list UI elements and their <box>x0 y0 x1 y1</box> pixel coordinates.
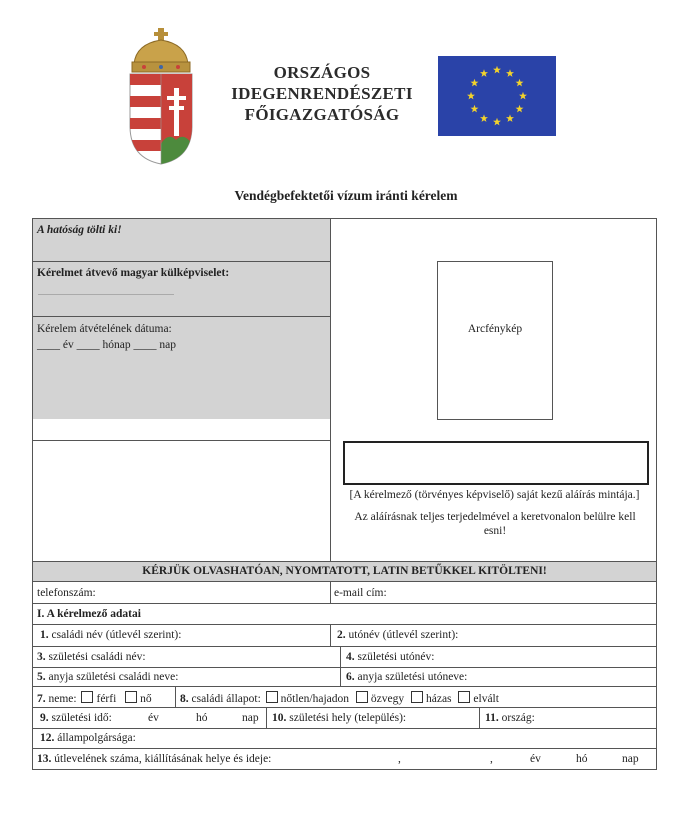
birth-month-label: hó <box>196 712 208 724</box>
field-label: családi állapot: <box>191 693 261 705</box>
field-label: anyja születési utóneve: <box>357 671 468 683</box>
field-label: születési hely (település): <box>289 712 407 724</box>
field-label: állampolgársága: <box>57 732 136 744</box>
field-label: neme: <box>48 693 77 705</box>
single-checkbox[interactable] <box>266 691 278 703</box>
birth-place-field[interactable] <box>272 712 406 724</box>
citizenship-field[interactable] <box>40 732 136 744</box>
authority-section <box>33 219 330 419</box>
section-title: I. A kérelmező adatai <box>37 608 141 620</box>
field-number: 6. <box>346 671 355 683</box>
family-name-field[interactable] <box>40 629 181 641</box>
field-label: útlevelének száma, kiállításának helye és ideje: <box>54 753 272 765</box>
issue-month-label: hó <box>576 753 588 765</box>
field-number: 12. <box>40 732 55 744</box>
birth-date-field[interactable] <box>40 712 112 724</box>
office-line-1: ORSZÁGOS <box>273 63 371 82</box>
birth-year-label: év <box>148 712 159 724</box>
field-number: 8. <box>180 693 189 705</box>
field-number: 5. <box>37 671 46 683</box>
instruction-text: KÉRJÜK OLVASHATÓAN, NYOMTATOTT, LATIN BETŰKKEL KITÖLTENI! <box>142 565 547 577</box>
photo-label: Arcfénykép <box>467 323 523 335</box>
separator-comma: , <box>490 753 493 765</box>
married-label: házas <box>425 693 452 705</box>
divorced-checkbox[interactable] <box>458 691 470 703</box>
given-name-field[interactable] <box>337 629 458 641</box>
field-number: 4. <box>346 651 355 663</box>
field-label: születési családi név: <box>48 651 146 663</box>
field-label: családi név (útlevél szerint): <box>51 629 182 641</box>
consulate-label: Kérelmet átvevő magyar külképviselet: <box>37 267 230 279</box>
date-label: Kérelem átvételének dátuma: <box>37 323 172 335</box>
marital-status-field <box>180 691 499 705</box>
authority-fill-note: A hatóság tölti ki! <box>37 224 122 236</box>
field-number: 7. <box>37 693 46 705</box>
birth-given-name-field[interactable] <box>346 651 434 663</box>
field-label: születési utónév: <box>357 651 435 663</box>
email-field[interactable]: e-mail cím: <box>334 587 387 599</box>
female-checkbox[interactable] <box>125 691 137 703</box>
married-checkbox[interactable] <box>411 691 423 703</box>
field-number: 3. <box>37 651 46 663</box>
female-label: nő <box>140 693 152 705</box>
issue-year-label: év <box>530 753 541 765</box>
widowed-checkbox[interactable] <box>356 691 368 703</box>
phone-field[interactable]: telefonszám: <box>37 587 96 599</box>
blank-area <box>33 441 330 560</box>
field-number: 11. <box>485 712 499 724</box>
field-label: születési idő: <box>51 712 112 724</box>
issue-day-label: nap <box>622 753 639 765</box>
field-number: 9. <box>40 712 49 724</box>
sex-field <box>37 691 152 705</box>
country-field[interactable] <box>485 712 535 724</box>
separator-comma: , <box>398 753 401 765</box>
male-label: férfi <box>96 693 117 705</box>
birth-family-name-field[interactable] <box>37 651 146 663</box>
date-field[interactable]: ____ év ____ hónap ____ nap <box>37 339 176 351</box>
document-title: Vendégbefektetői vízum iránti kérelem <box>234 188 458 203</box>
photo-box[interactable] <box>437 261 553 420</box>
mother-given-name-field[interactable] <box>346 671 467 683</box>
hungarian-coat-of-arms-icon <box>122 26 200 166</box>
consulate-field[interactable] <box>38 294 174 295</box>
office-line-2: IDEGENRENDÉSZETI <box>231 84 413 103</box>
mother-family-name-field[interactable] <box>37 671 178 683</box>
field-label: anyja születési családi neve: <box>48 671 179 683</box>
divorced-label: elvált <box>473 693 499 705</box>
single-label: nőtlen/hajadon <box>280 693 350 705</box>
widowed-label: özvegy <box>370 693 405 705</box>
field-label: ország: <box>501 712 535 724</box>
field-number: 10. <box>272 712 287 724</box>
signature-box[interactable] <box>343 441 649 485</box>
signature-caption: [A kérelmező (törvényes képviselő) saját kezű aláírás mintája.] <box>349 489 640 501</box>
signature-note: Az aláírásnak teljes terjedelmével a keretvonalon belülre kell esni! <box>354 511 636 537</box>
field-number: 1. <box>40 629 49 641</box>
passport-field[interactable] <box>37 753 271 765</box>
male-checkbox[interactable] <box>81 691 93 703</box>
eu-flag-icon <box>438 56 556 136</box>
birth-day-label: nap <box>242 712 259 724</box>
field-number: 13. <box>37 753 52 765</box>
field-label: utónév (útlevél szerint): <box>348 629 459 641</box>
field-number: 2. <box>337 629 346 641</box>
office-name <box>222 62 422 125</box>
office-line-3: FŐIGAZGATÓSÁG <box>244 105 400 124</box>
